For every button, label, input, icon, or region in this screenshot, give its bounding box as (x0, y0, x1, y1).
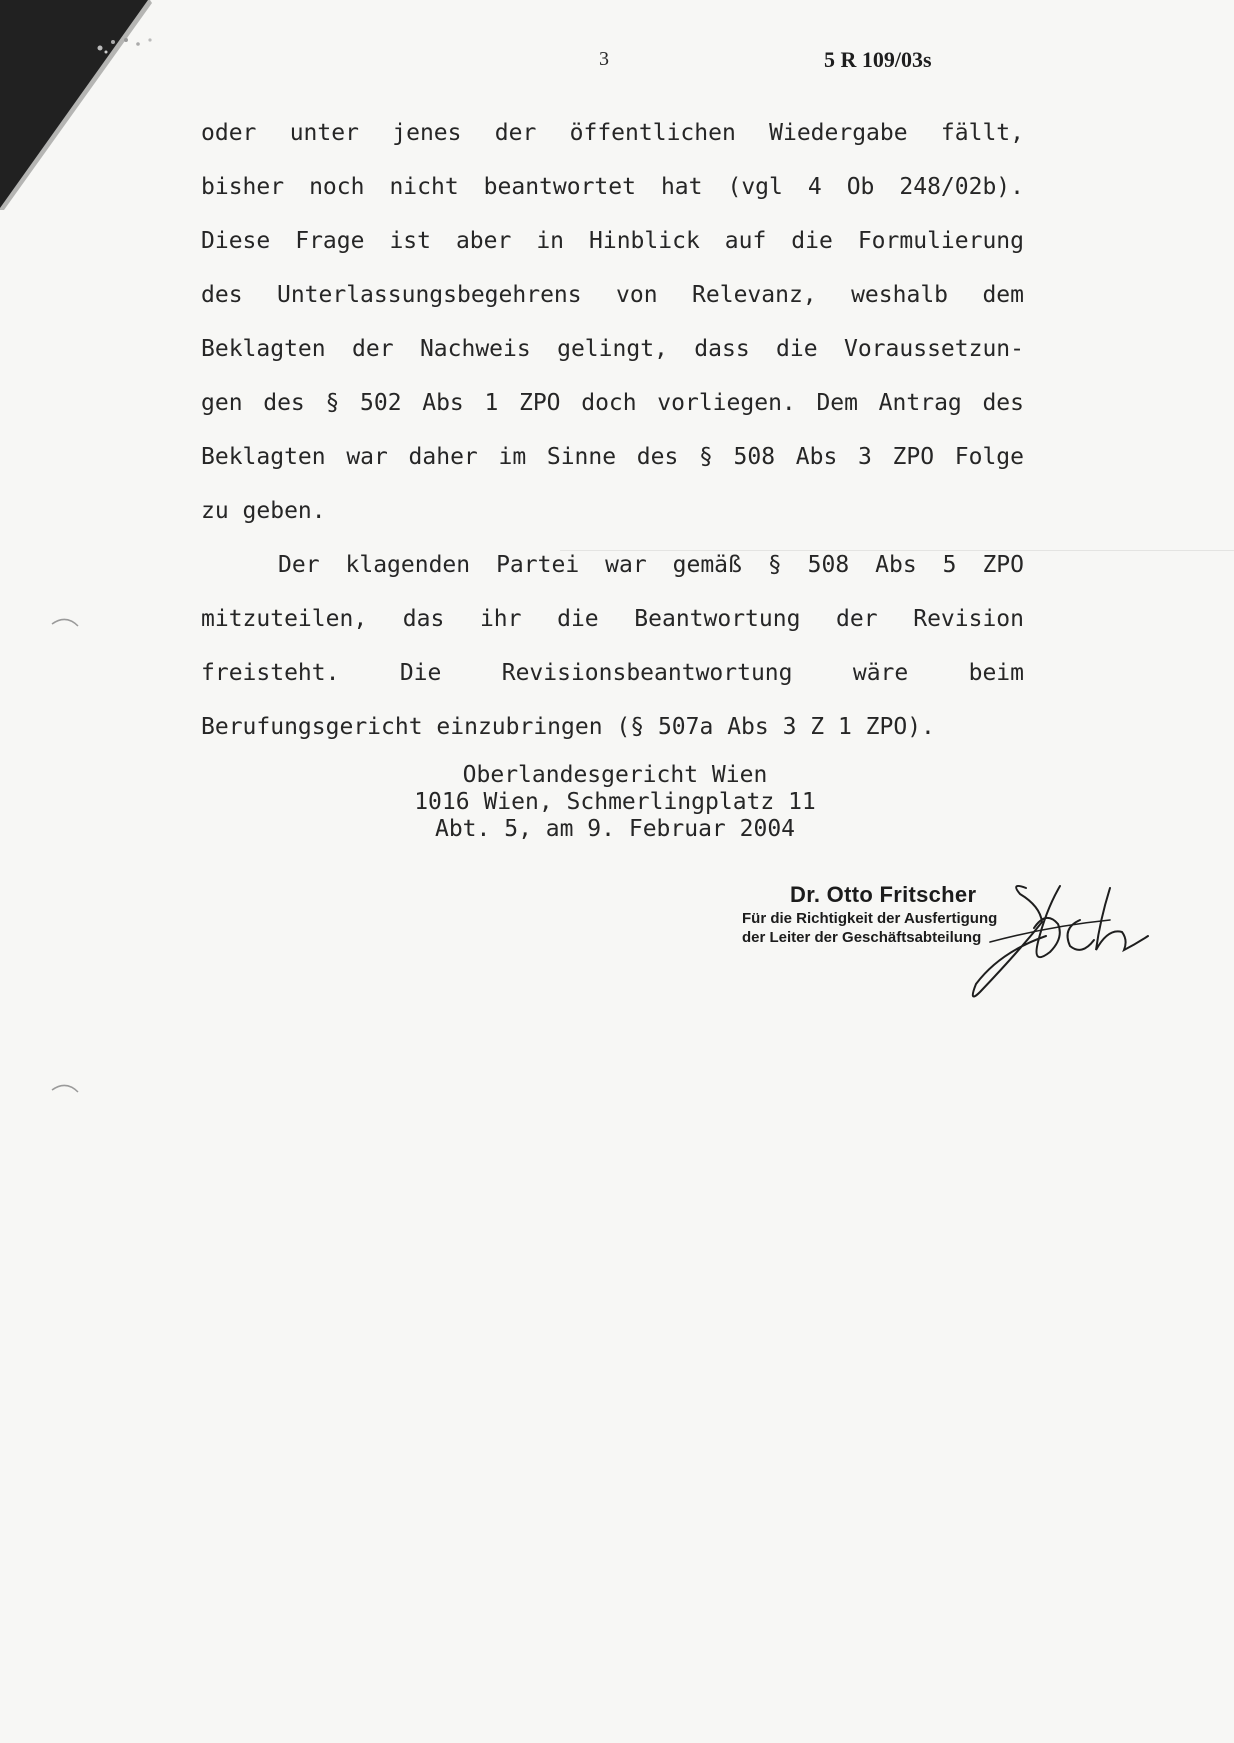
stamp-name: Dr. Otto Fritscher (790, 882, 977, 907)
body-line: Diese Frage ist aber in Hinblick auf die Formulierung (201, 228, 1024, 254)
body-line: bisher noch nicht beantwortet hat (vgl 4 Ob 248/02b). (201, 174, 1024, 200)
body-line: mitzuteilen, das ihr die Beantwortung der Revision (201, 606, 1024, 632)
body-line: Berufungsgericht einzubringen (§ 507a Abs 3 Z 1 ZPO). (201, 714, 935, 740)
court-dept-date: Abt. 5, am 9. Februar 2004 (434, 816, 796, 842)
body-line: des Unterlassungsbegehrens von Relevanz, weshalb dem (201, 282, 1024, 308)
body-line: Beklagten war daher im Sinne des § 508 Abs 3 ZPO Folge (201, 444, 1024, 470)
court-address: 1016 Wien, Schmerlingplatz 11 (414, 789, 816, 815)
body-line: zu geben. (201, 498, 326, 524)
page-number: 3 (599, 48, 609, 70)
body-line: Beklagten der Nachweis gelingt, dass die Voraussetzun- (201, 336, 1024, 362)
body-line: oder unter jenes der öffentlichen Wiedergabe fällt, (201, 120, 1024, 146)
punch-hole-mark (48, 1078, 82, 1112)
body-line: freisteht. Die Revisionsbeantwortung wäre beim (201, 660, 1024, 686)
case-number: 5 R 109/03s (824, 47, 932, 72)
body-line: Der klagenden Partei war gemäß § 508 Abs 5 ZPO (278, 552, 1024, 578)
handwritten-signature (950, 880, 1160, 1000)
court-address-block (360, 762, 870, 843)
stamp-line: Für die Richtigkeit der Ausfertigung (742, 910, 998, 927)
stamp-line: der Leiter der Geschäftsabteilung (742, 929, 982, 946)
court-name: Oberlandesgericht Wien (462, 762, 768, 788)
punch-hole-mark (48, 612, 82, 646)
scan-corner-shadow (0, 0, 200, 210)
body-line: gen des § 502 Abs 1 ZPO doch vorliegen. Dem Antrag des (201, 390, 1024, 416)
